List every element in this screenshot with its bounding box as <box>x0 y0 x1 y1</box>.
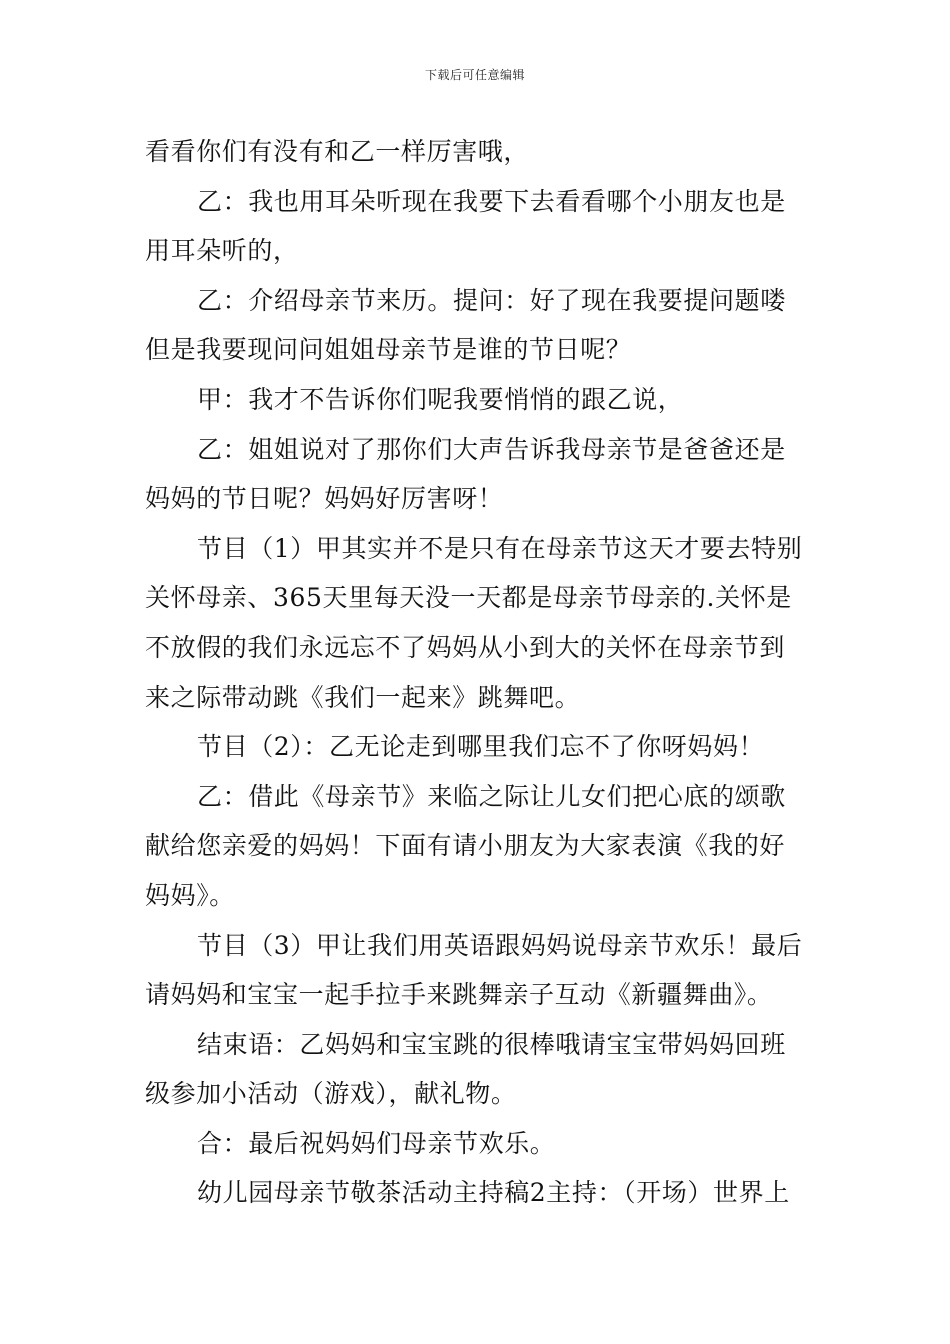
paragraph: 合：最后祝妈妈们母亲节欢乐。 <box>197 1128 556 1158</box>
document-body <box>145 127 810 1218</box>
paragraph: 看看你们有没有和乙一样厉害哦， <box>145 137 530 166</box>
paragraph: 结束语：乙妈妈和宝宝跳的很棒哦请宝宝带妈妈回班级参加小活动（游戏），献礼物。 <box>145 1029 786 1109</box>
page-header: 下载后可任意编辑 <box>424 68 525 82</box>
paragraph: 乙：我也用耳朵听现在我要下去看看哪个小朋友也是用耳朵听的， <box>145 186 786 266</box>
paragraph: 乙：姐姐说对了那你们大声告诉我母亲节是爸爸还是妈妈的节日呢？妈妈好厉害呀！ <box>145 434 786 514</box>
paragraph: 幼儿园母亲节敬茶活动主持稿2主持：（开场）世界上 <box>197 1178 790 1208</box>
paragraph: 甲：我才不告诉你们呢我要悄悄的跟乙说， <box>197 384 684 414</box>
paragraph: 节目（3）甲让我们用英语跟妈妈说母亲节欢乐！最后请妈妈和宝宝一起手拉手来跳舞亲子互动《新疆舞曲》。 <box>145 930 803 1010</box>
paragraph: 节目（2）：乙无论走到哪里我们忘不了你呀妈妈！ <box>197 732 765 762</box>
paragraph: 乙：借此《母亲节》来临之际让儿女们把心底的颂歌献给您亲爱的妈妈！下面有请小朋友为大家表演《我的好妈妈》。 <box>145 781 786 910</box>
paragraph: 乙：介绍母亲节来历。提问：好了现在我要提问题喽但是我要现问问姐姐母亲节是谁的节日呢？ <box>145 285 786 365</box>
paragraph: 节目（1）甲其实并不是只有在母亲节这天才要去特别关怀母亲、365天里每天没一天都是母亲节母亲的.关怀是不放假的我们永远忘不了妈妈从小到大的关怀在母亲节到来之际带动跳《我们一起来》跳舞吧。 <box>145 533 803 712</box>
